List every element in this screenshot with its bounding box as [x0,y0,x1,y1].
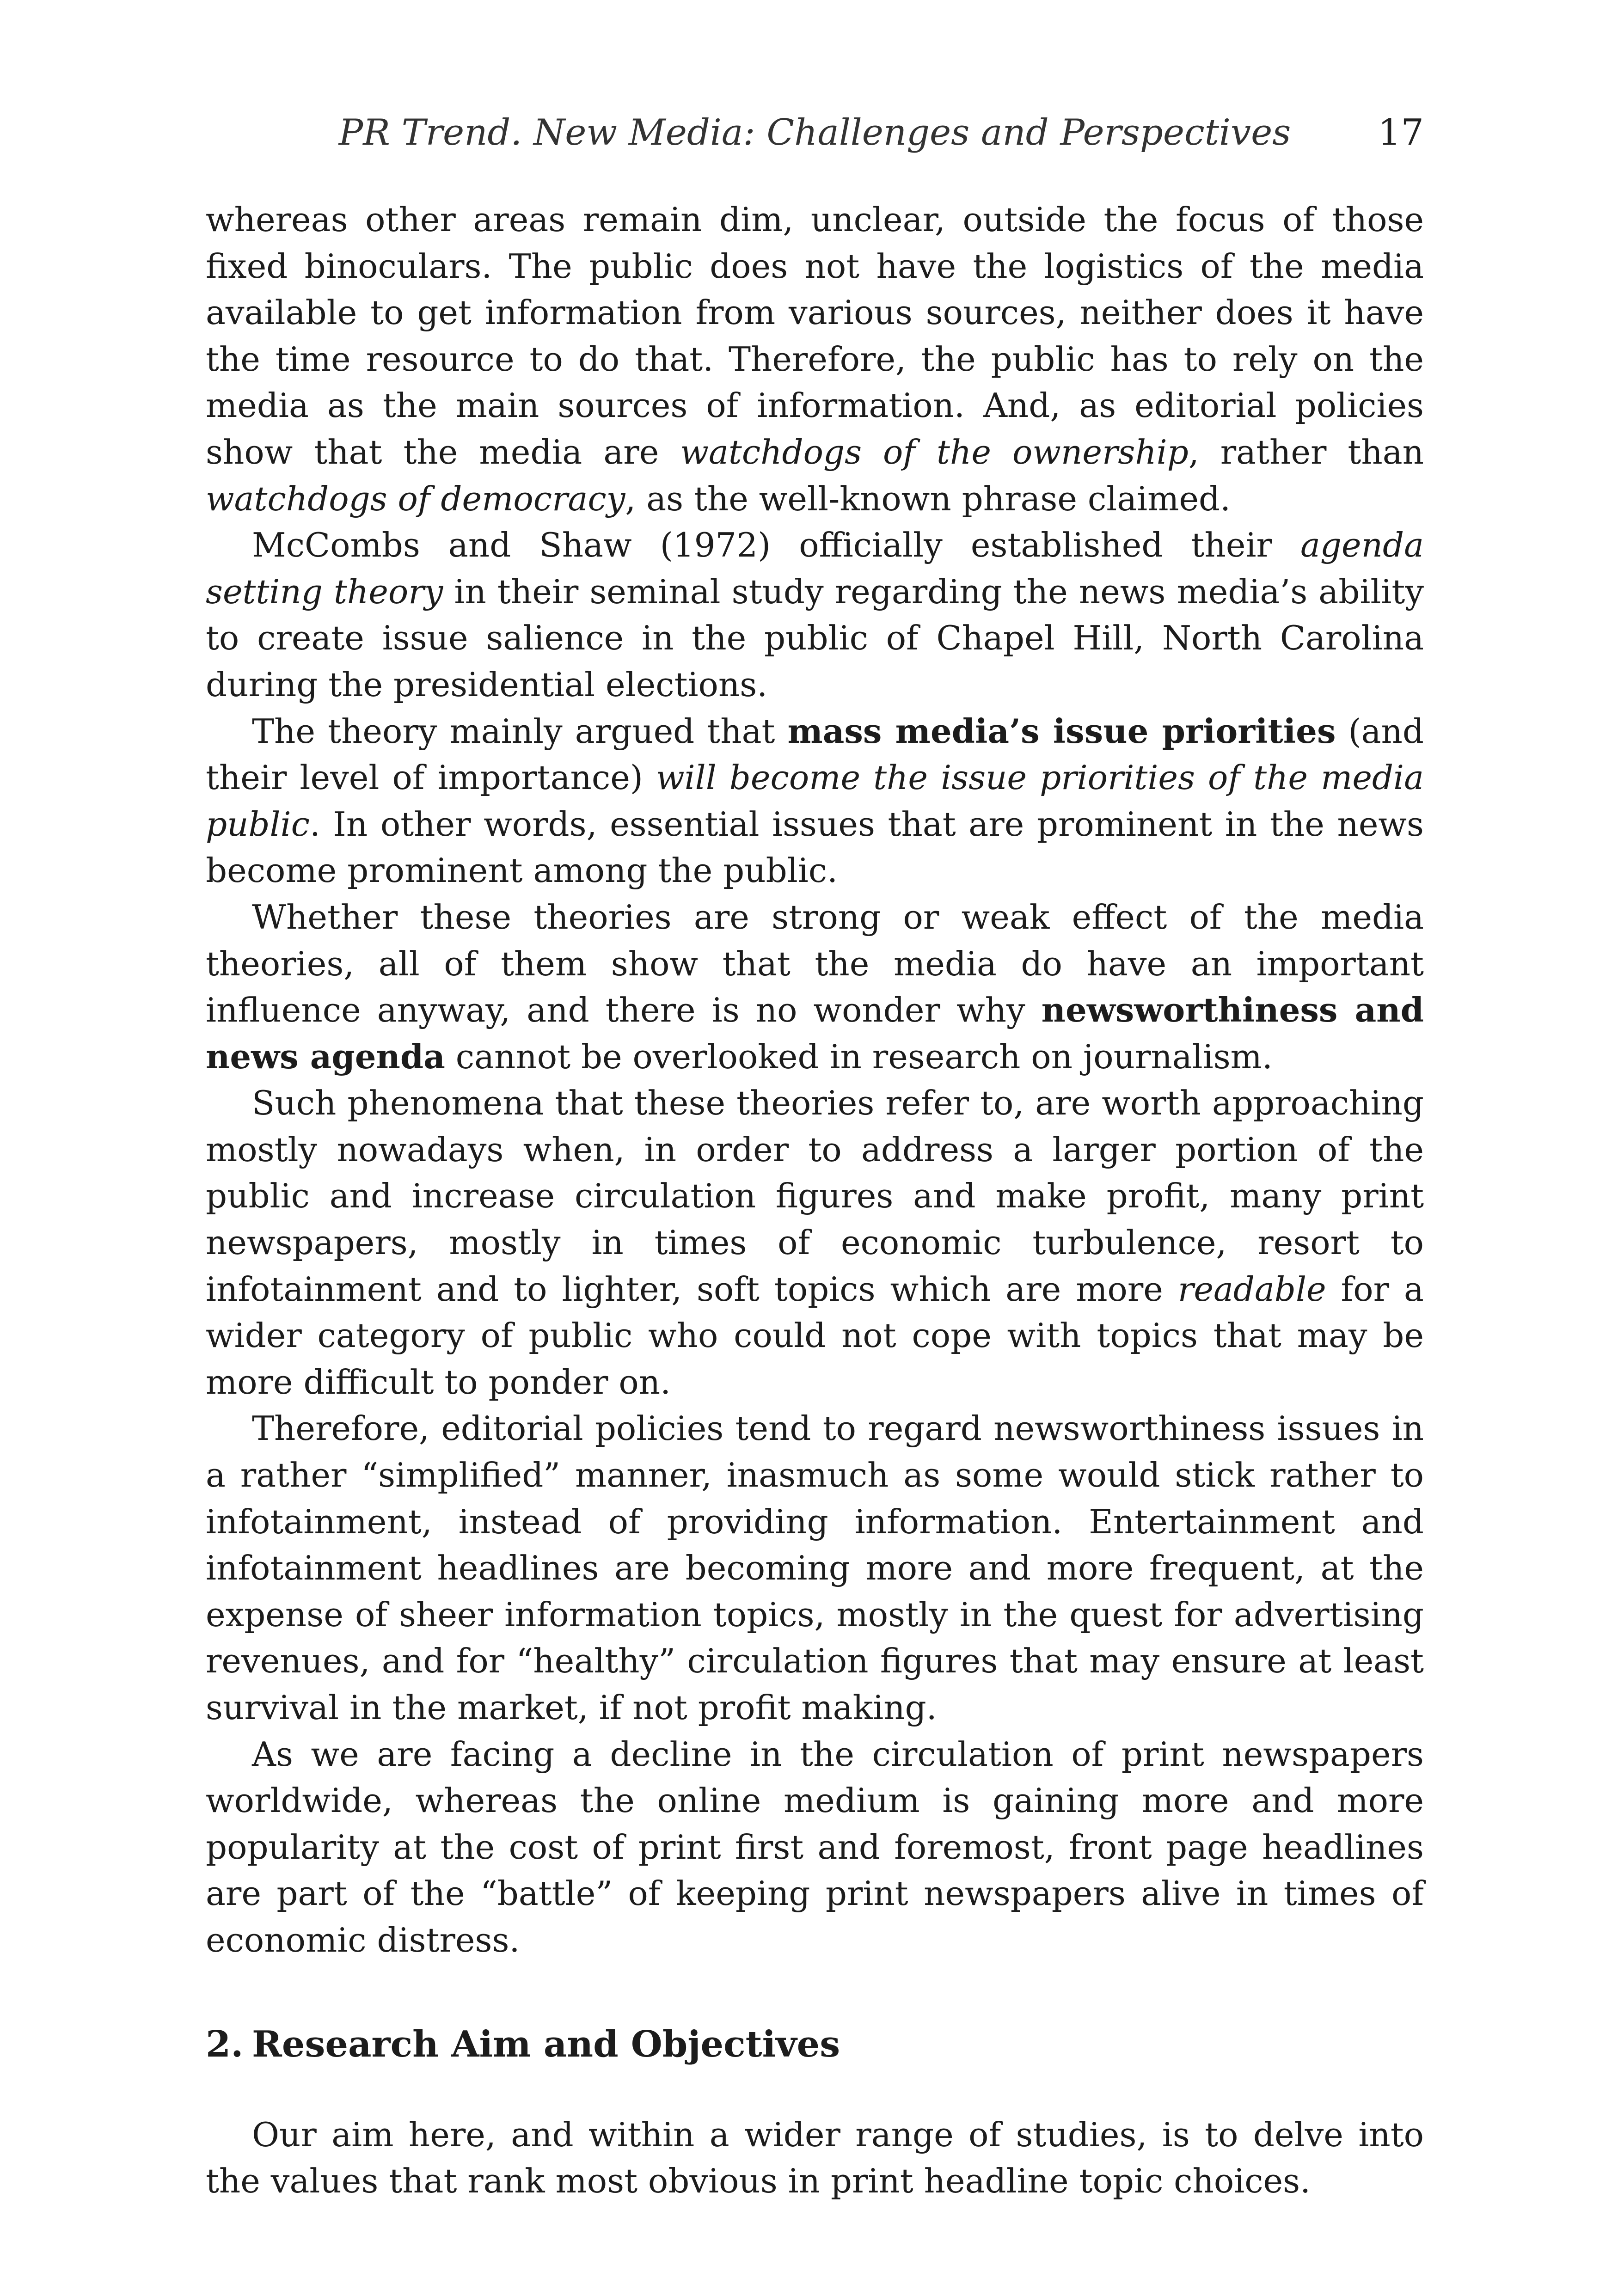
italic-phrase: will become the issue priorities of the media public [206,758,1424,844]
text-run: for a wider category of public who could not cope with topics that may be more difficult to ponder on. [206,1269,1424,1402]
paragraph-4 [206,894,1424,1080]
text-run: , as the well-known phrase claimed. [625,479,1231,518]
paragraph-3 [206,708,1424,894]
italic-phrase: agenda setting theory [206,526,1424,611]
paragraph-7 [206,1731,1424,1964]
text-run: Therefore, editorial policies tend to regard newsworthiness issues in a rather “simplified” manner, inasmuch as some would stick rather to infotainment, instead of providing information. Entertainment and infotainment headlines are becoming more and more frequent, at the expense of sheer information topics, mostly in the quest for advertising revenues, and for “healthy” circulation figures that may ensure at least survival in the market, if not profit making. [206,1409,1424,1727]
body-text [206,196,1424,2204]
section-heading [206,2019,1424,2070]
text-run: cannot be overlooked in research on journalism. [445,1037,1273,1076]
running-head [206,107,1424,158]
bold-phrase: mass media’s issue priorities [787,711,1336,751]
paragraph-2 [206,522,1424,708]
text-run: McCombs and Shaw (1972) officially established their [252,526,1300,565]
section-number: 2. [206,2023,244,2065]
paragraph-1 [206,196,1424,522]
text-run: Such phenomena that these theories refer to, are worth approaching mostly nowadays when, in order to address a larger portion of the public and increase circulation figures and make profit, many print newspapers, mostly in times of economic turbulence, resort to infotainment and to lighter, soft topics which are more [206,1084,1424,1309]
italic-phrase: watchdogs of democracy [206,479,625,518]
paragraph-5 [206,1080,1424,1405]
text-run: , rather than [1188,432,1424,471]
section-title: Research Aim and Objectives [252,2023,840,2065]
text-run: Our aim here, and within a wider range of studies, is to delve into the values that rank most obvious in print headline topic choices. [206,2115,1424,2201]
text-run: in their seminal study regarding the news media’s ability to create issue salience in the public of Chapel Hill, North Carolina during the presidential elections. [206,572,1424,704]
italic-phrase: readable [1177,1269,1326,1309]
paragraph-6 [206,1405,1424,1731]
text-run: The theory mainly argued that [252,711,788,751]
running-head-title: PR Trend. New Media: Challenges and Perspectives [338,112,1291,153]
bold-phrase: newsworthiness and news agenda [206,990,1424,1076]
paragraph-8 [206,2112,1424,2204]
text-run: (and their level of importance) [206,711,1424,797]
italic-phrase: watchdogs of the ownership [680,432,1189,471]
page-number: 17 [1378,112,1424,153]
text-run: . In other words, essential issues that are prominent in the news become prominent among the public. [206,804,1424,890]
text-run: whereas other areas remain dim, unclear, outside the focus of those fixed binoculars. The public does not have the logistics of the media available to get information from various sources, neither does it have the time resource to do that. Therefore, the public has to rely on the media as the main sources of information. And, as editorial policies show that the media are [206,200,1424,471]
text-run: Whether these theories are strong or weak effect of the media theories, all of them show that the media do have an important influence anyway, and there is no wonder why [206,897,1424,1030]
text-run: As we are facing a decline in the circulation of print newspapers worldwide, whereas the online medium is gaining more and more popularity at the cost of print first and foremost, front page headlines are part of the “battle” of keeping print newspapers alive in times of economic distress. [206,1734,1424,1959]
